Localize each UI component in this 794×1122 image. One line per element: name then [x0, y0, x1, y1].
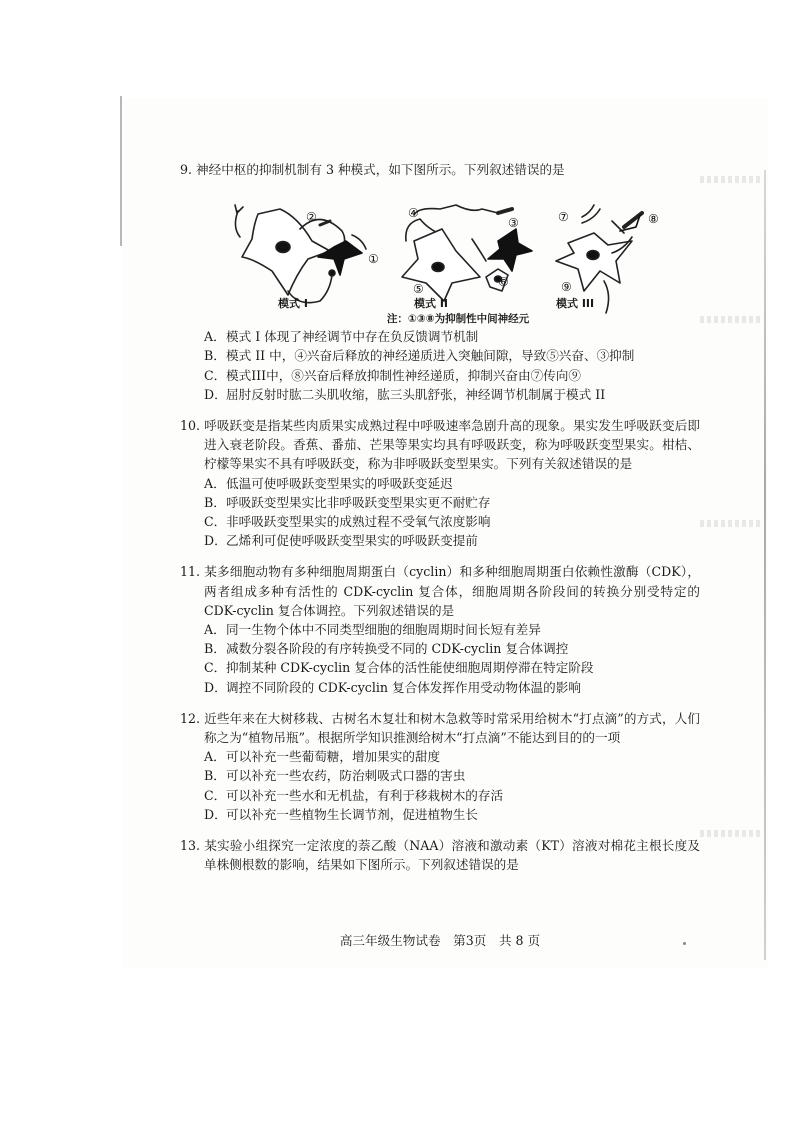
option-a: A．可以补充一些葡萄糖，增加果实的甜度: [204, 749, 441, 765]
marker-9: ⑨: [561, 280, 572, 295]
option-c: C．可以补充一些水和无机盐，有利于移栽树木的存活: [204, 787, 504, 803]
question-number: 12.: [180, 710, 201, 726]
option-a: A．同一生物个体中不同类型细胞的细胞周期时间长短有差异: [204, 622, 541, 638]
bleed-through-mark: [700, 830, 760, 837]
mode-3-label: 模式 III: [556, 297, 595, 311]
option-c: C．抑制某种 CDK-cyclin 复合体的活性能使细胞周期停滞在特定阶段: [204, 660, 594, 676]
marker-4: ④: [408, 206, 419, 221]
option-d: D．屈肘反射时肱二头肌收缩，肱三头肌舒张，神经调节机制属于模式 II: [204, 386, 606, 402]
option-b: B．可以补充一些农药，防治刺吸式口器的害虫: [204, 768, 466, 784]
question-number: 11.: [180, 564, 201, 580]
option-a: A．模式 I 体现了神经调节中存在负反馈调节机制: [204, 329, 479, 345]
marker-2: ②: [306, 210, 317, 225]
mode-2-label: 模式 II: [414, 297, 449, 311]
question-stem: [180, 836, 700, 874]
option-a: A．低温可使呼吸跃变型果实的呼吸跃变延迟: [204, 475, 453, 491]
question-stem: [180, 562, 700, 620]
page-footer: 高三年级生物试卷 第3页 共 8 页: [339, 933, 541, 948]
questions-column: [180, 160, 700, 874]
question-text: 某实验小组探究一定浓度的萘乙酸（NAA）溶液和激动素（KT）溶液对棉花主根长度及单株侧根数的影响，结果如下图所示。下列叙述错误的是: [204, 838, 700, 873]
option-c: C．模式III中，⑧兴奋后释放抑制性神经递质，抑制兴奋由⑦传向⑨: [204, 367, 581, 383]
option-b: B．减数分裂各阶段的有序转换受不同的 CDK-cyclin 复合体调控: [204, 641, 569, 657]
option-c: C．非呼吸跃变型果实的成熟过程不受氧气浓度影响: [204, 514, 491, 530]
marker-5: ⑤: [413, 282, 424, 297]
question-number: 9.: [180, 162, 193, 177]
option-d: D．可以补充一些植物生长调节剂，促进植物生长: [204, 806, 478, 822]
figure-note: 注：①③⑧为抑制性中间神经元: [386, 313, 530, 326]
question-stem: [180, 709, 700, 747]
marker-6: ⑥: [498, 275, 509, 290]
option-d: D．调控不同阶段的 CDK-cyclin 复合体发挥作用受动物体温的影响: [204, 679, 581, 695]
option-d: D．乙烯利可促使呼吸跃变型果实的呼吸跃变提前: [204, 533, 478, 549]
marker-3: ③: [508, 216, 519, 231]
question-number: 10.: [180, 418, 201, 434]
question-9: [180, 160, 700, 404]
question-13: [180, 836, 700, 874]
bleed-through-mark: [700, 316, 760, 323]
scan-edge-right: [764, 170, 766, 960]
question-text: 近些年来在大树移栽、古树名木复壮和树木急救等时常采用给树木“打点滴”的方式，人们称之为“植物吊瓶”。根据所学知识推测给树木“打点滴”不能达到目的的一项: [204, 710, 700, 746]
bleed-through-mark: [700, 176, 760, 183]
bleed-through-mark: [700, 520, 760, 527]
question-12: [180, 709, 700, 824]
question-10: [180, 416, 700, 550]
mode-1-label: 模式 I: [278, 297, 308, 311]
inhibition-modes-figure: [180, 179, 700, 327]
question-text: 呼吸跃变是指某些肉质果实成熟过程中呼吸速率急剧升高的现象。果实发生呼吸跃变后即进入衰老阶段。香蕉、番茄、芒果等果实均具有呼吸跃变，称为呼吸跃变型果实。柑桔、柠檬等果实不具有呼吸跃变，称为非呼吸跃变型果实。下列有关叙述错误的是: [204, 418, 700, 472]
marker-8: ⑧: [648, 212, 659, 227]
question-stem: [180, 416, 700, 474]
option-b: B．模式 II 中，④兴奋后释放的神经递质进入突触间隙，导致⑤兴奋、③抑制: [204, 348, 635, 364]
question-stem: [180, 160, 700, 179]
question-number: 13.: [180, 838, 201, 854]
question-text: 某多细胞动物有多种细胞周期蛋白（cyclin）和多种细胞周期蛋白依赖性激酶（CDK），两者组成多种有活性的 CDK-cyclin 复合体，细胞周期各阶段间的转换分别受特定的 CDK-cyclin 复合体调控。下列叙述错误的是: [204, 564, 700, 618]
question-text: 神经中枢的抑制机制有 3 种模式，如下图所示。下列叙述错误的是: [196, 162, 565, 177]
marker-7: ⑦: [558, 210, 569, 225]
marker-1: ①: [368, 252, 379, 267]
option-b: B．呼吸跃变型果实比非呼吸跃变型果实更不耐贮存: [204, 494, 491, 510]
question-11: [180, 562, 700, 696]
